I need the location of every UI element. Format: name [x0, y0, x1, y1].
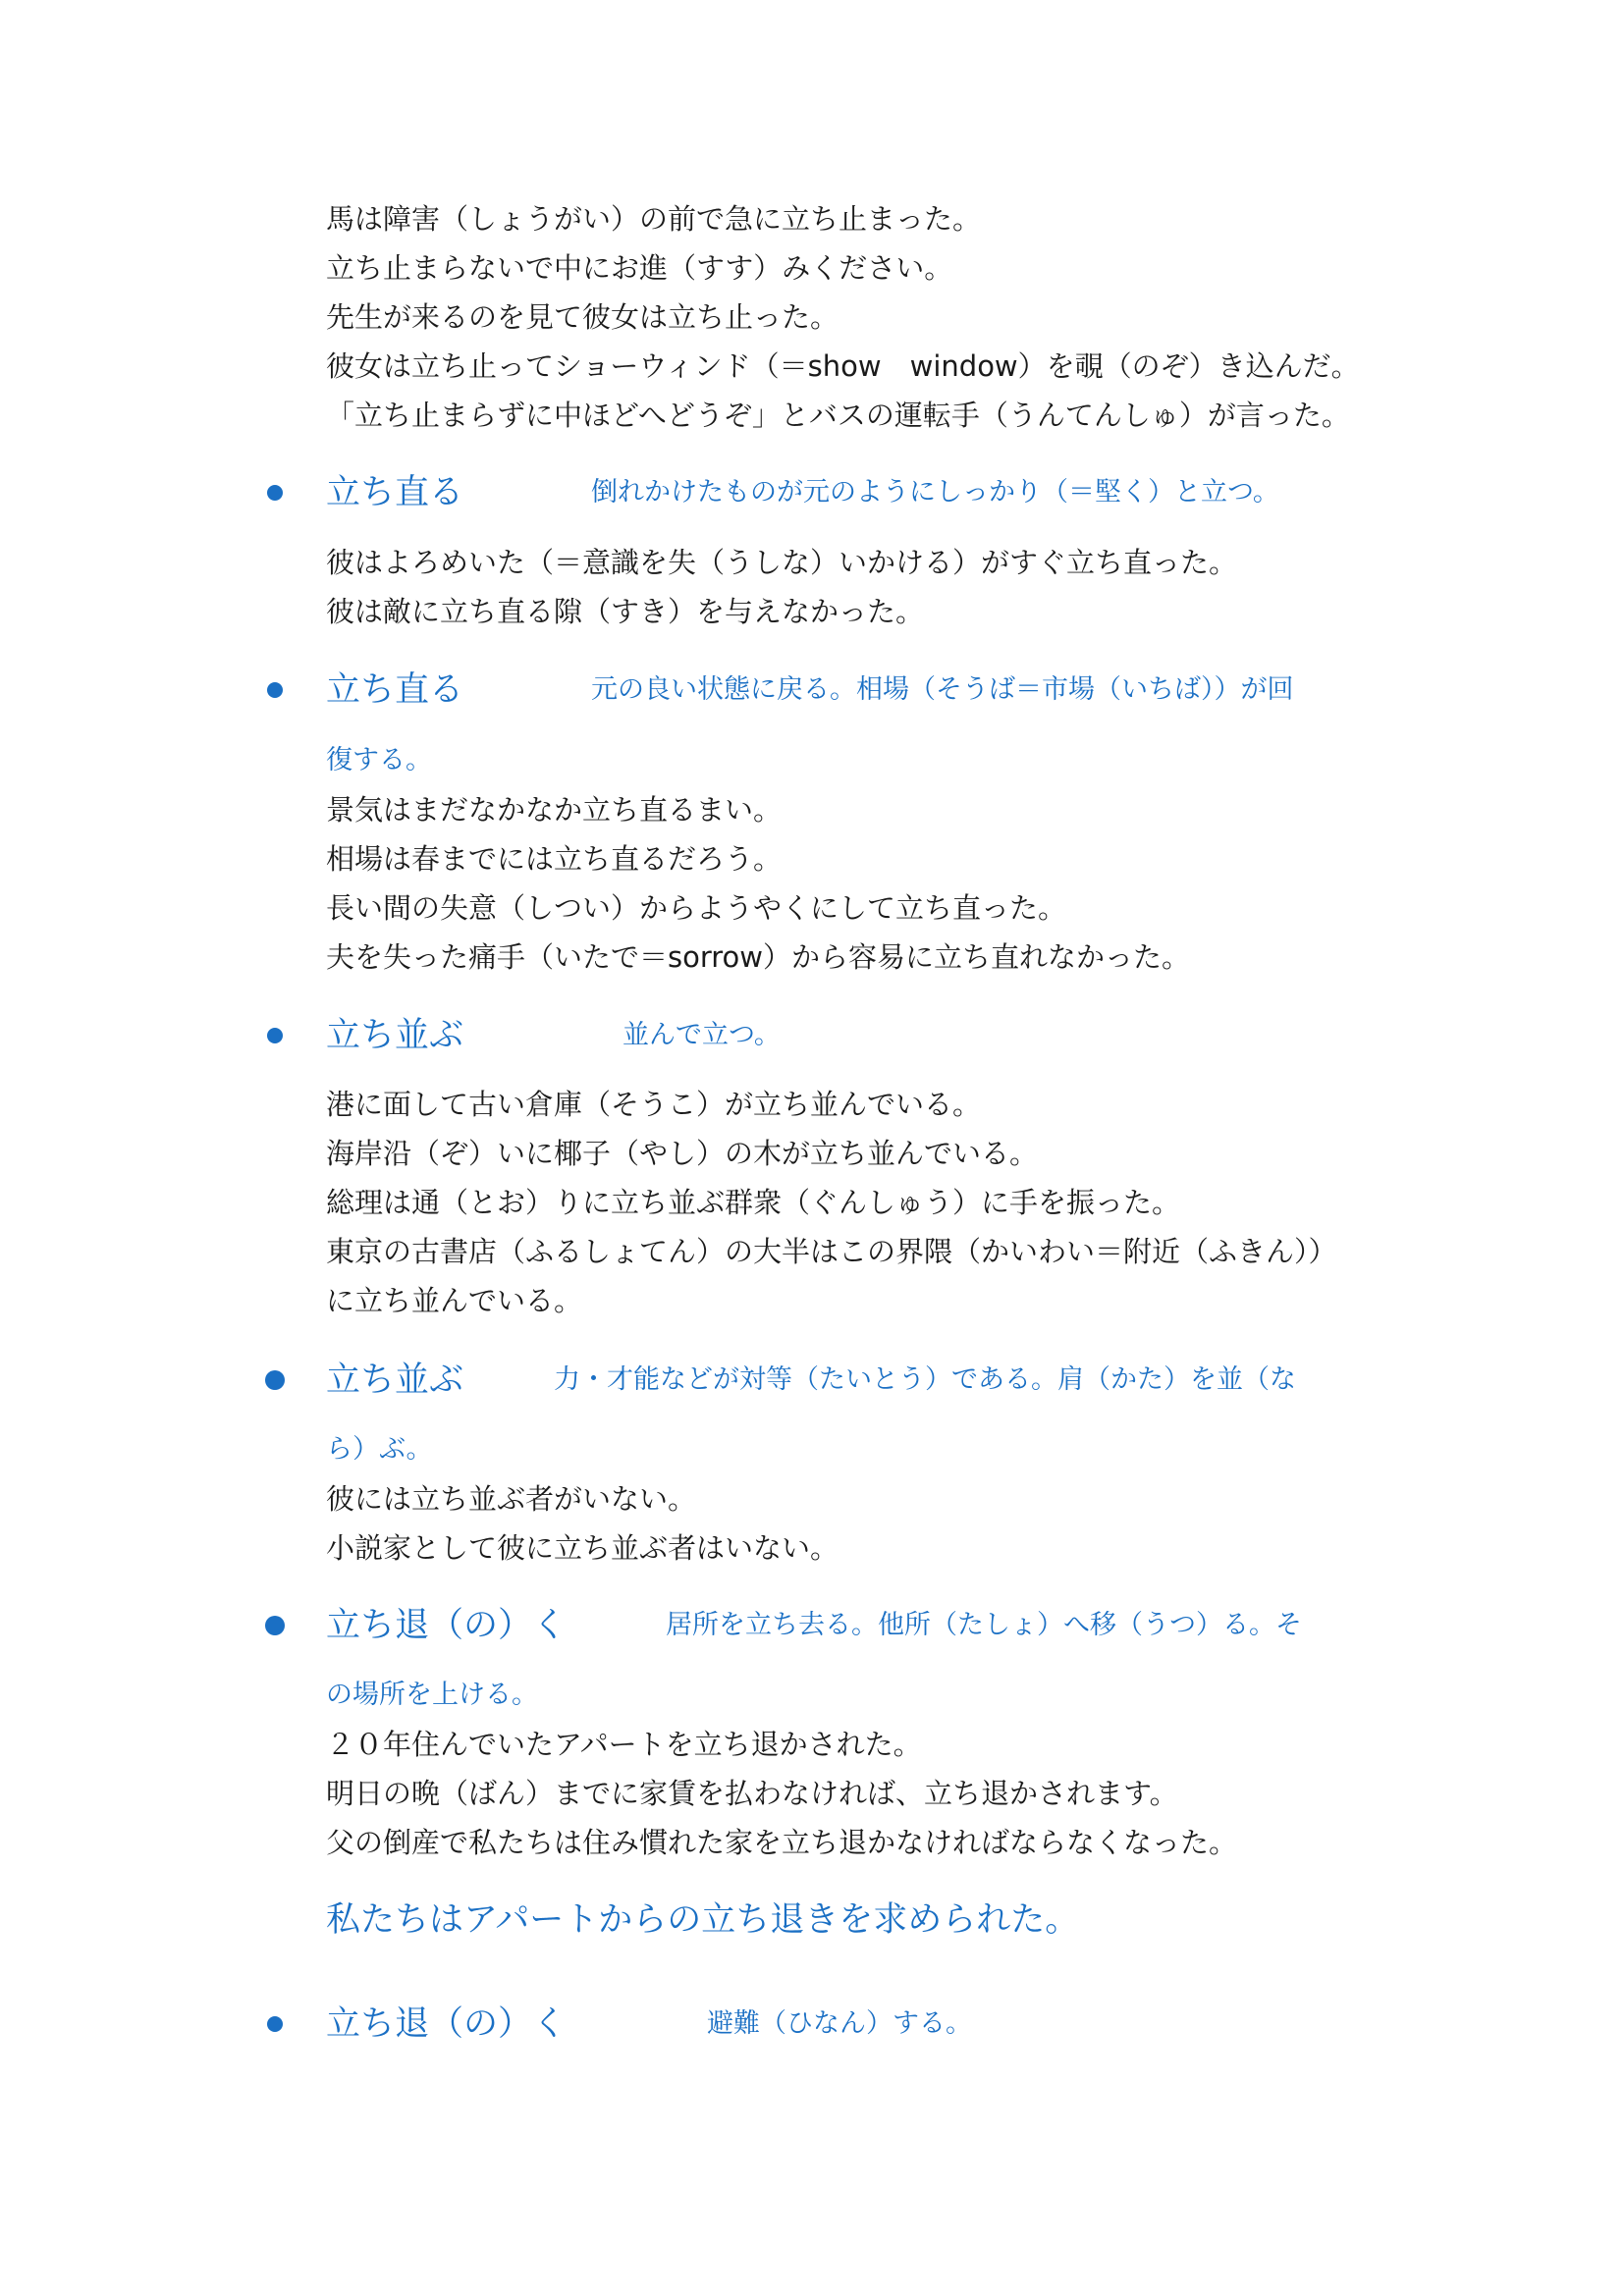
example-line: 小説家として彼に立ち並ぶ者はいない。: [326, 1531, 839, 1565]
example-line: 彼はよろめいた（＝意識を失（うしな）いかける）がすぐ立ち直った。: [326, 546, 1238, 579]
entry-definition-continued: の場所を上ける。: [326, 1680, 538, 1710]
example-line: 父の倒産で私たちは住み慣れた家を立ち退かなければならなくなった。: [326, 1826, 1238, 1859]
example-line: 総理は通（とお）りに立ち並ぶ群衆（ぐんしゅう）に手を振った。: [326, 1186, 1181, 1219]
bullet-icon: [267, 485, 283, 501]
entry-definition: 元の良い状態に戻る。相場（そうば＝市場（いちば））が回: [591, 674, 1294, 705]
example-line: 彼は敵に立ち直る隙（すき）を与えなかった。: [326, 595, 925, 628]
entry-term: 立ち直る: [326, 670, 464, 710]
entry-term: 立ち退（の）く: [326, 1606, 568, 1645]
example-line: 相場は春までには立ち直るだろう。: [326, 842, 783, 876]
entry-term: 立ち並ぶ: [326, 1016, 464, 1055]
entry-definition: 避難（ひなん）する。: [707, 2008, 972, 2039]
entry-definition-continued: ら）ぶ。: [326, 1434, 433, 1465]
example-line: 長い間の失意（しつい）からようやくにして立ち直った。: [326, 891, 1067, 925]
bullet-icon: [265, 1616, 285, 1635]
example-line: 先生が来るのを見て彼女は立ち止った。: [326, 300, 839, 334]
bullet-icon: [267, 2016, 283, 2032]
example-line: 彼女は立ち止ってショーウィンド（＝show window）を覗（のぞ）き込んだ。: [326, 349, 1360, 383]
entry-definition: 並んで立つ。: [623, 1020, 781, 1050]
emphasis-example: 私たちはアパートからの立ち退きを求められた。: [326, 1900, 1080, 1940]
entry-term: 立ち直る: [326, 473, 464, 512]
entry-definition: 居所を立ち去る。他所（たしょ）へ移（うつ）る。そ: [666, 1610, 1302, 1640]
example-line: に立ち並んでいる。: [326, 1284, 583, 1317]
example-line: 「立ち止まらずに中ほどへどうぞ」とバスの運転手（うんてんしゅ）が言った。: [326, 399, 1350, 432]
example-line: 彼には立ち並ぶ者がいない。: [326, 1482, 697, 1516]
bullet-icon: [265, 1370, 285, 1390]
example-line: 馬は障害（しょうがい）の前で急に立ち止まった。: [326, 202, 982, 236]
example-line: 港に面して古い倉庫（そうこ）が立ち並んでいる。: [326, 1088, 982, 1121]
entry-term: 立ち退（の）く: [326, 2004, 568, 2044]
bullet-icon: [267, 1028, 283, 1043]
example-line: 明日の晩（ばん）までに家賃を払わなければ、立ち退かされます。: [326, 1777, 1178, 1810]
entry-definition-continued: 復する。: [326, 745, 432, 775]
example-line: 立ち止まらないで中にお進（すす）みください。: [326, 251, 953, 285]
example-line: 海岸沿（ぞ）いに椰子（やし）の木が立ち並んでいる。: [326, 1137, 1039, 1170]
entry-definition: 倒れかけたものが元のようにしっかり（＝堅く）と立つ。: [591, 477, 1279, 507]
example-line: 夫を失った痛手（いたで＝sorrow）から容易に立ち直れなかった。: [326, 940, 1191, 974]
entry-term: 立ち並ぶ: [326, 1361, 464, 1400]
example-line: 景気はまだなかなか立ち直るまい。: [326, 793, 783, 827]
entry-definition: 力・才能などが対等（たいとう）である。肩（かた）を並（な: [554, 1364, 1296, 1395]
example-line: 東京の古書店（ふるしょてん）の大半はこの界隈（かいわい＝附近（ふきん））: [326, 1235, 1337, 1268]
bullet-icon: [267, 682, 283, 698]
example-line: ２０年住んでいたアパートを立ち退かされた。: [326, 1728, 922, 1761]
